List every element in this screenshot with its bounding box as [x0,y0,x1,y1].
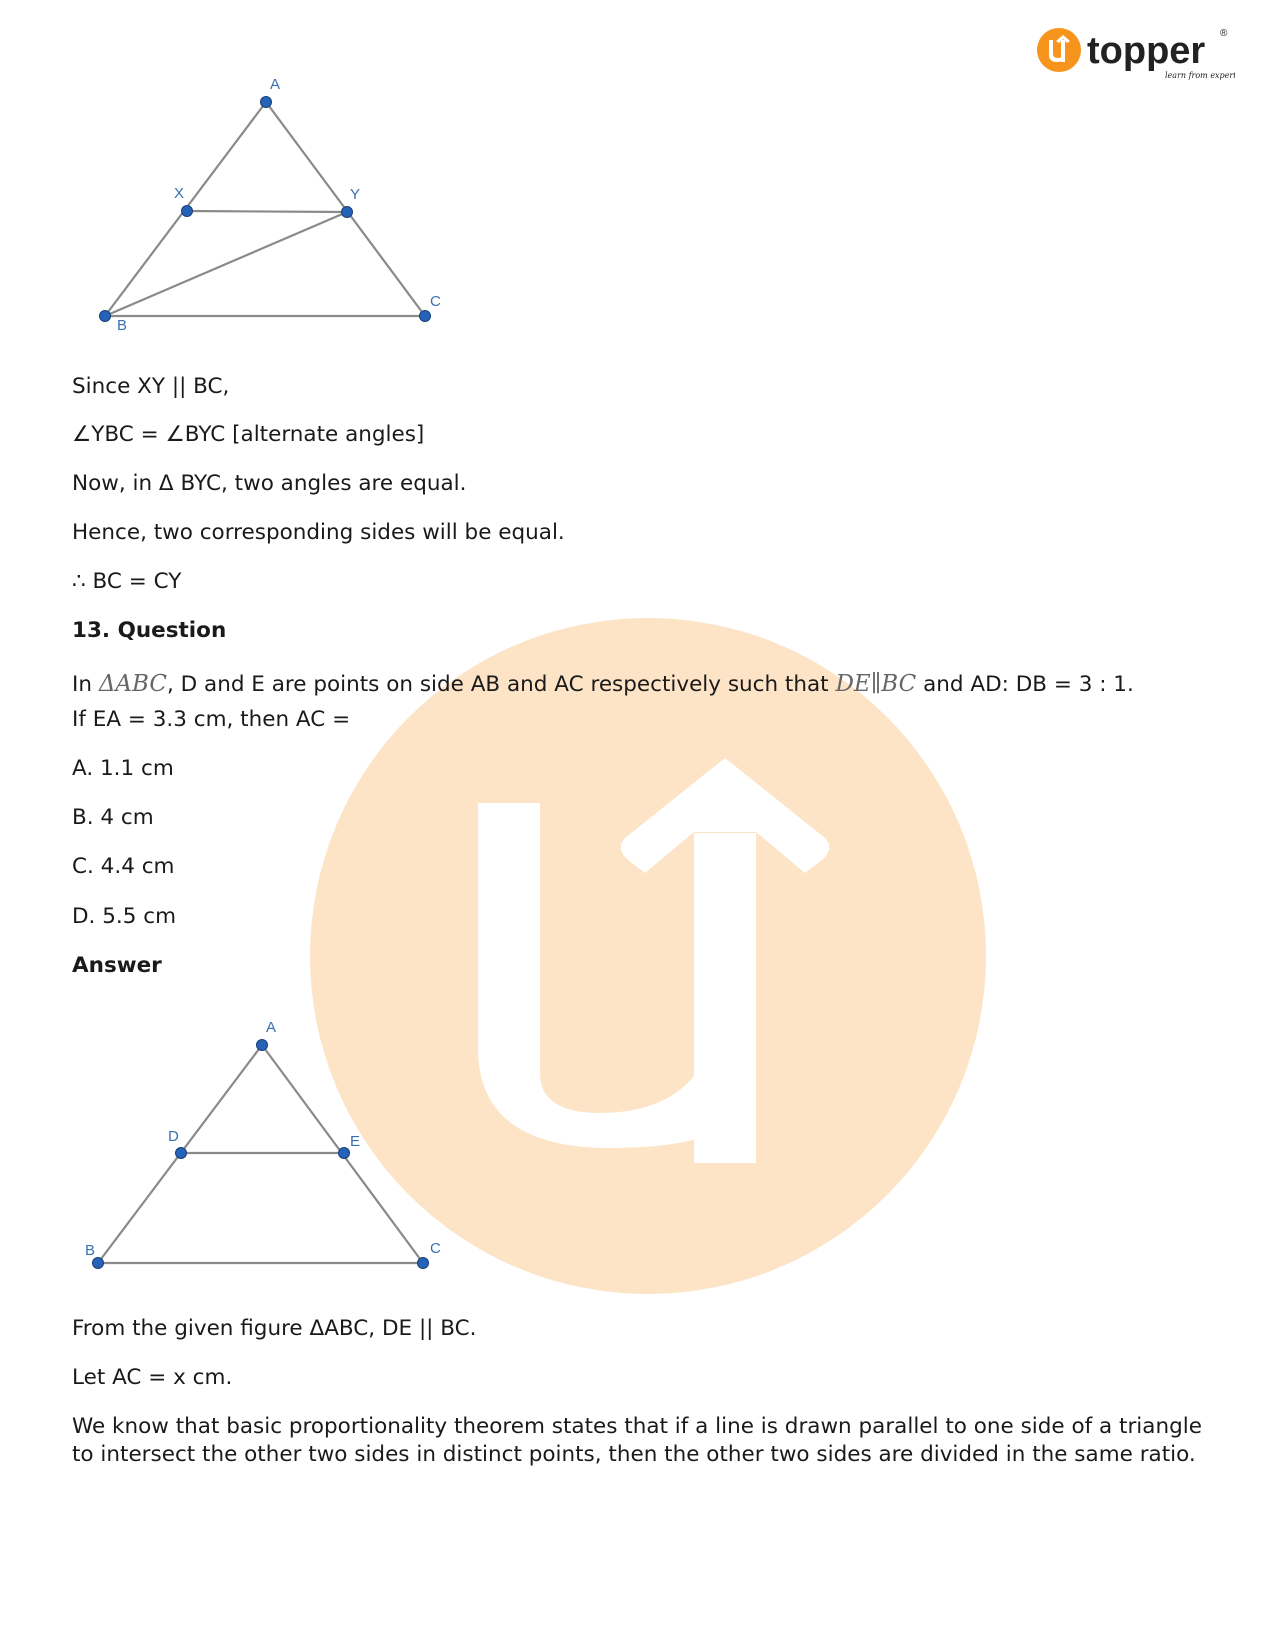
point-d [176,1148,187,1159]
label-y: Y [350,186,361,203]
solution-line-3: Now, in Δ BYC, two angles are equal. [72,471,467,496]
option-c: C. 4.4 cm [72,854,175,879]
segment-xy [187,211,347,212]
label-b: B [85,1242,96,1259]
triangle-figure-xy [90,72,470,347]
logo-brand: topper [1087,30,1206,72]
label-a: A [266,1019,277,1036]
point-c [420,311,431,322]
point-x [182,206,193,217]
question-text-in: In [72,672,92,697]
solution-line-2: ∠YBC = ∠BYC [alternate angles] [72,422,425,447]
question-heading: 13. Question [72,618,227,643]
option-b: B. 4 cm [72,805,154,830]
solution-line-5: ∴ BC = CY [72,569,182,594]
math-triangle-abc: ΔABC [98,671,167,697]
math-de-parallel-bc: DE∥BC [835,671,917,697]
point-b [93,1258,104,1269]
option-a: A. 1.1 cm [72,756,174,781]
answer-line-2: Let AC = x cm. [72,1365,233,1390]
question-line-2: If EA = 3.3 cm, then AC = [72,707,351,732]
answer-line-1: From the given figure ΔABC, DE || BC. [72,1316,477,1341]
label-c: C [430,1240,441,1257]
topper-logo [1035,26,1235,86]
label-e: E [350,1133,361,1150]
triangle-figure-de [80,1010,460,1275]
question-text-mid: , D and E are points on side AB and AC respectively such that [166,672,829,697]
point-b [100,311,111,322]
label-a: A [270,76,281,93]
solution-line-4: Hence, two corresponding sides will be equal. [72,520,565,545]
label-c: C [430,293,441,310]
point-c [418,1258,429,1269]
point-a [261,97,272,108]
label-d: D [168,1128,179,1145]
label-x: X [174,185,185,202]
point-e [339,1148,350,1159]
solution-line-1: Since XY || BC, [72,374,230,399]
label-b: B [117,317,128,334]
answer-line-3: We know that basic proportionality theorem states that if a line is drawn parallel to one side of a triangle to intersect the other two sides in distinct points, then the other two sides are divided in the same ratio. [72,1414,1202,1467]
point-y [342,207,353,218]
answer-heading: Answer [72,953,162,978]
segment-by [105,212,347,316]
question-text [72,670,1207,699]
logo-registered: ® [1220,28,1228,39]
logo-tagline: learn from experts [1165,71,1235,80]
point-a [257,1040,268,1051]
option-d: D. 5.5 cm [72,904,177,929]
question-text-end: and AD: DB = 3 : 1. [923,672,1134,697]
